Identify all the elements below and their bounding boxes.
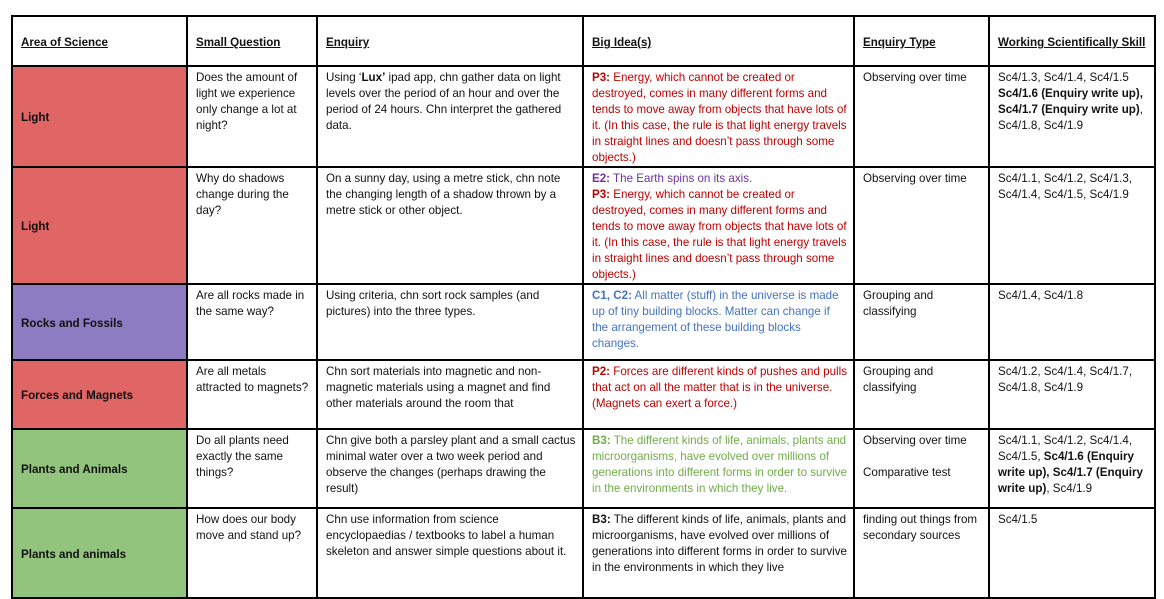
skill-text: Sc4/1.1, Sc4/1.2, Sc4/1.4, Sc4/1.5, (998, 434, 1133, 463)
ws-skill-cell: Sc4/1.2, Sc4/1.4, Sc4/1.7, Sc4/1.8, Sc4/1.9 (989, 360, 1155, 429)
big-idea-code: C1, C2: (592, 289, 632, 302)
question-cell: Does the amount of light we experience only change a lot at night? (187, 66, 317, 167)
enquiry-type-label: Comparative test (863, 466, 951, 479)
header-small-question: Small Question (187, 16, 317, 66)
question-cell: Are all metals attracted to magnets? (187, 360, 317, 429)
enquiry-cell: Chn give both a parsley plant and a small cactus minimal water over a two week period and observe the changes (perhaps drawing the result) (317, 429, 583, 508)
spacer (863, 449, 982, 465)
big-idea-cell (583, 360, 854, 429)
ws-skill-cell: Sc4/1.1, Sc4/1.2, Sc4/1.3, Sc4/1.4, Sc4/1.5, Sc4/1.9 (989, 167, 1155, 284)
big-idea-text: The Earth spins on its axis. (610, 172, 753, 185)
area-cell: Light (12, 167, 187, 284)
header-enquiry-type: Enquiry Type (854, 16, 989, 66)
area-cell: Plants and animals (12, 508, 187, 598)
table-row (12, 429, 1155, 508)
enquiry-type-cell: Grouping and classifying (854, 360, 989, 429)
big-idea-text: Energy, which cannot be created or destroyed, comes in many different forms and tends to move away from objects that have lots of it. (In this case, the rule is that light energy travels in straight lines and doesn’t pass through some objects.) (592, 71, 847, 164)
big-idea-code: B3: (592, 513, 611, 526)
big-idea-text: All matter (stuff) in the universe is made up of tiny building blocks. Matter can change if the arrangement of these building blocks changes. (592, 289, 839, 350)
enquiry-type-cell (854, 429, 989, 508)
area-cell: Forces and Magnets (12, 360, 187, 429)
skill-text: Sc4/1.3, Sc4/1.4, Sc4/1.5 (998, 71, 1129, 84)
big-idea-text: The different kinds of life, animals, plants and microorganisms, have evolved over millions of generations into different forms in order to survive in the environments in which they live. (592, 434, 847, 495)
table-row (12, 360, 1155, 429)
enquiry-text: ipad app, chn gather data on light levels over the period of an hour and over the period of 24 hours. Chn interpret the gathered data. (326, 71, 562, 132)
big-idea-text: Forces are different kinds of pushes and pulls that act on all the matter that is in the universe. (Magnets can exert a force.) (592, 365, 847, 410)
enquiry-cell: Chn sort materials into magnetic and non-magnetic materials using a magnet and find other materials around the room that (317, 360, 583, 429)
question-cell: Are all rocks made in the same way? (187, 284, 317, 360)
enquiry-type-cell: Grouping and classifying (854, 284, 989, 360)
table-row (12, 284, 1155, 360)
big-idea-code: E2: (592, 172, 611, 185)
big-idea-cell (583, 66, 854, 167)
header-row (12, 16, 1155, 66)
skill-enquiry-write-up: Sc4/1.6 (Enquiry write up), Sc4/1.7 (Enquiry write up) (998, 450, 1143, 495)
big-idea-code: P3: (592, 71, 611, 84)
ws-skill-cell (989, 66, 1155, 167)
enquiry-type-cell: Observing over time (854, 66, 989, 167)
big-idea-text: Energy, which cannot be created or destroyed, comes in many different forms and tends to move away from objects that have lots of it. (In this case, the rule is that light energy travels in straight lines and doesn’t pass through some objects.) (592, 188, 847, 281)
area-cell: Rocks and Fossils (12, 284, 187, 360)
header-big-ideas: Big Idea(s) (583, 16, 854, 66)
area-cell: Light (12, 66, 187, 167)
question-cell: Why do shadows change during the day? (187, 167, 317, 284)
enquiry-text: Using ‘ (326, 71, 362, 84)
big-idea-cell (583, 284, 854, 360)
enquiry-cell (317, 66, 583, 167)
enquiry-cell: On a sunny day, using a metre stick, chn note the changing length of a shadow thrown by a metre stick or other object. (317, 167, 583, 284)
big-idea-p3 (592, 187, 847, 283)
skill-text: , Sc4/1.9 (1046, 482, 1093, 495)
big-idea-e2 (592, 171, 847, 187)
enquiry-type-label: Observing over time (863, 434, 967, 447)
enquiry-cell: Chn use information from science encyclopaedias / textbooks to label a human skeleton and answer simple questions about it. (317, 508, 583, 598)
enquiry-type-cell: Observing over time (854, 167, 989, 284)
science-planning-table (11, 15, 1156, 599)
ws-skill-cell (989, 429, 1155, 508)
enquiry-type-cell: finding out things from secondary sources (854, 508, 989, 598)
question-cell: Do all plants need exactly the same things? (187, 429, 317, 508)
ws-skill-cell: Sc4/1.4, Sc4/1.8 (989, 284, 1155, 360)
header-ws-skill: Working Scientifically Skill (989, 16, 1155, 66)
table-row (12, 167, 1155, 284)
question-cell: How does our body move and stand up? (187, 508, 317, 598)
big-idea-code: B3: (592, 434, 611, 447)
header-enquiry: Enquiry (317, 16, 583, 66)
big-idea-text: The different kinds of life, animals, plants and microorganisms, have evolved over millions of generations into different forms in order to survive in the environments in which they live (592, 513, 847, 574)
ws-skill-cell: Sc4/1.5 (989, 508, 1155, 598)
area-cell: Plants and Animals (12, 429, 187, 508)
table-row (12, 66, 1155, 167)
big-idea-cell (583, 508, 854, 598)
enquiry-cell: Using criteria, chn sort rock samples (and pictures) into the three types. (317, 284, 583, 360)
skill-text: , Sc4/1.8, Sc4/1.9 (998, 103, 1143, 132)
table-row (12, 508, 1155, 598)
header-area: Area of Science (12, 16, 187, 66)
big-idea-code: P3: (592, 188, 611, 201)
enquiry-app-name: Lux’ (361, 71, 386, 84)
big-idea-cell (583, 429, 854, 508)
big-idea-cell (583, 167, 854, 284)
skill-enquiry-write-up: Sc4/1.6 (Enquiry write up), Sc4/1.7 (Enquiry write up) (998, 87, 1143, 116)
big-idea-code: P2: (592, 365, 611, 378)
